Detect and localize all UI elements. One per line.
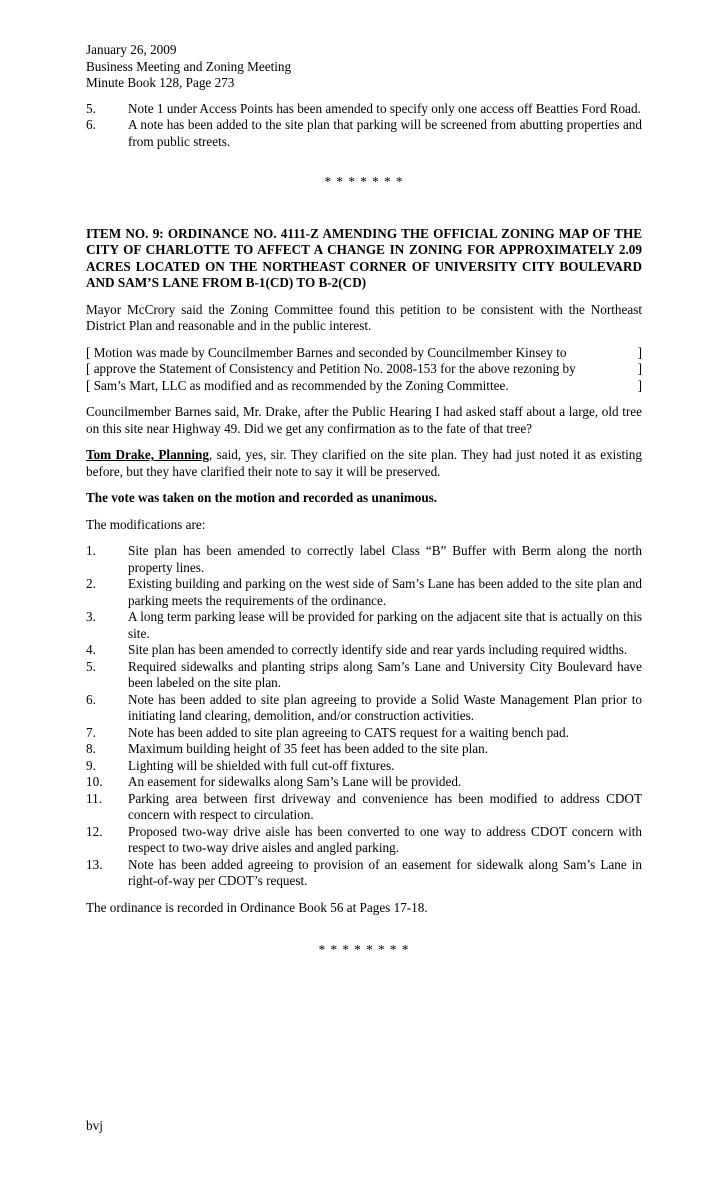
list-item-number: 13. bbox=[86, 856, 103, 872]
list-item-number: 1. bbox=[86, 543, 96, 558]
list-item-text: Note has been added to site plan agreeing to CATS request for a waiting bench pad. bbox=[128, 724, 569, 740]
list-item-text: Required sidewalks and planting strips along Sam’s Lane and University City Boulevard have been labeled on the site plan. bbox=[128, 658, 642, 690]
list-item bbox=[86, 576, 642, 609]
vote-result: The vote was taken on the motion and recorded as unanimous. bbox=[86, 490, 438, 505]
list-item bbox=[86, 791, 642, 824]
list-item bbox=[86, 692, 642, 725]
list-item-text: Site plan has been amended to correctly identify side and rear yards including required widths. bbox=[128, 642, 628, 657]
list-item-text: Maximum building height of 35 feet has been added to the site plan. bbox=[128, 741, 489, 756]
list-item bbox=[86, 741, 642, 758]
list-item-number: 11. bbox=[86, 790, 102, 806]
motion-right-bracket: ] bbox=[637, 377, 642, 393]
motion-line-text: [ Sam’s Mart, LLC as modified and as recommended by the Zoning Committee. bbox=[86, 377, 509, 393]
list-item-text: A note has been added to the site plan that parking will be screened from abutting properties and from public streets. bbox=[128, 117, 642, 149]
list-item-text: Existing building and parking on the west side of Sam’s Lane has been added to the site plan and parking meets the requirements of the ordinance. bbox=[128, 576, 642, 608]
list-item-number: 6. bbox=[86, 117, 96, 132]
top-items-list bbox=[86, 101, 642, 151]
list-item-text: Note 1 under Access Points has been amended to specify only one access off Beatties Ford Road. bbox=[128, 100, 641, 116]
list-item bbox=[86, 609, 642, 642]
list-item bbox=[86, 117, 642, 150]
motion-line bbox=[86, 345, 642, 362]
list-item-text: Parking area between first driveway and convenience has been modified to address CDOT concern with respect to circulation. bbox=[128, 790, 642, 822]
list-item-number: 2. bbox=[86, 576, 96, 591]
list-item-text: Lighting will be shielded with full cut-off fixtures. bbox=[128, 757, 395, 773]
section-separator: * * * * * * * * bbox=[318, 942, 410, 957]
page-header bbox=[86, 42, 642, 92]
document-page bbox=[86, 42, 642, 959]
list-item-number: 4. bbox=[86, 642, 96, 657]
list-item-number: 10. bbox=[86, 774, 103, 789]
meeting-type: Business Meeting and Zoning Meeting bbox=[86, 58, 292, 74]
modifications-intro: The modifications are: bbox=[86, 516, 206, 532]
list-item-text: Note has been added agreeing to provision of an easement for sidewalk along Sam’s Lane in right-of-way per CDOT’s request. bbox=[128, 856, 642, 888]
reply-text: , said, yes, sir. They clarified on the site plan. They had just noted it as existing before, but they have clarified their note to say it will be preserved. bbox=[86, 447, 642, 479]
list-item-number: 12. bbox=[86, 823, 103, 839]
motion-line-text: [ approve the Statement of Consistency and Petition No. 2008-153 for the above rezoning by bbox=[86, 361, 576, 376]
list-item-number: 3. bbox=[86, 609, 96, 624]
footer-initials: bvj bbox=[86, 1118, 103, 1133]
list-item bbox=[86, 101, 642, 118]
minute-book-reference: Minute Book 128, Page 273 bbox=[86, 75, 235, 90]
barnes-question: Councilmember Barnes said, Mr. Drake, after the Public Hearing I had asked staff about a large, old tree on this site near Highway 49. Did we get any confirmation as to the fate of that tree? bbox=[86, 404, 642, 436]
motion-line-text: [ Motion was made by Councilmember Barnes and seconded by Councilmember Kinsey to bbox=[86, 344, 567, 360]
list-item bbox=[86, 659, 642, 692]
list-item-number: 7. bbox=[86, 724, 96, 740]
list-item bbox=[86, 857, 642, 890]
list-item-number: 6. bbox=[86, 691, 96, 707]
item-heading: ITEM NO. 9: ORDINANCE NO. 4111-Z AMENDING THE OFFICIAL ZONING MAP OF THE CITY OF CHARLOTTE TO AFFECT A CHANGE IN ZONING FOR APPROXIMATELY 2.09 ACRES LOCATED ON THE NORTHEAST CORNER OF UNIVERSITY CITY BOULEVARD AND SAM’S LANE FROM B-1(CD) TO B-2(CD) bbox=[86, 225, 642, 290]
list-item-number: 9. bbox=[86, 757, 96, 773]
section-separator: * * * * * * * bbox=[324, 174, 404, 189]
speaker-name: Tom Drake, Planning bbox=[86, 447, 209, 462]
list-item-text: An easement for sidewalks along Sam’s Lane will be provided. bbox=[128, 774, 462, 789]
motion-line bbox=[86, 361, 642, 378]
list-item-number: 5. bbox=[86, 100, 96, 116]
motion-block bbox=[86, 345, 642, 395]
motion-right-bracket: ] bbox=[637, 361, 642, 376]
mayor-statement: Mayor McCrory said the Zoning Committee found this petition to be consistent with the Northeast District Plan and reasonable and in the public interest. bbox=[86, 301, 642, 333]
motion-line bbox=[86, 378, 642, 395]
list-item-text: A long term parking lease will be provided for parking on the adjacent site that is actually on this site. bbox=[128, 609, 642, 641]
modifications-list bbox=[86, 543, 642, 890]
list-item-number: 5. bbox=[86, 658, 96, 674]
list-item bbox=[86, 543, 642, 576]
list-item bbox=[86, 774, 642, 791]
list-item bbox=[86, 725, 642, 742]
meeting-date: January 26, 2009 bbox=[86, 42, 177, 57]
list-item bbox=[86, 642, 642, 659]
list-item-text: Note has been added to site plan agreeing to provide a Solid Waste Management Plan prior to initiating land clearing, demolition, and/or construction activities. bbox=[128, 691, 642, 723]
list-item-text: Site plan has been amended to correctly label Class “B” Buffer with Berm along the north property lines. bbox=[128, 543, 642, 575]
ordinance-record: The ordinance is recorded in Ordinance Book 56 at Pages 17-18. bbox=[86, 899, 428, 915]
motion-right-bracket: ] bbox=[637, 344, 642, 360]
list-item bbox=[86, 758, 642, 775]
list-item bbox=[86, 824, 642, 857]
drake-reply bbox=[86, 447, 642, 480]
list-item-number: 8. bbox=[86, 741, 96, 756]
list-item-text: Proposed two-way drive aisle has been converted to one way to address CDOT concern with respect to two-way drive aisles and angled parking. bbox=[128, 823, 642, 855]
